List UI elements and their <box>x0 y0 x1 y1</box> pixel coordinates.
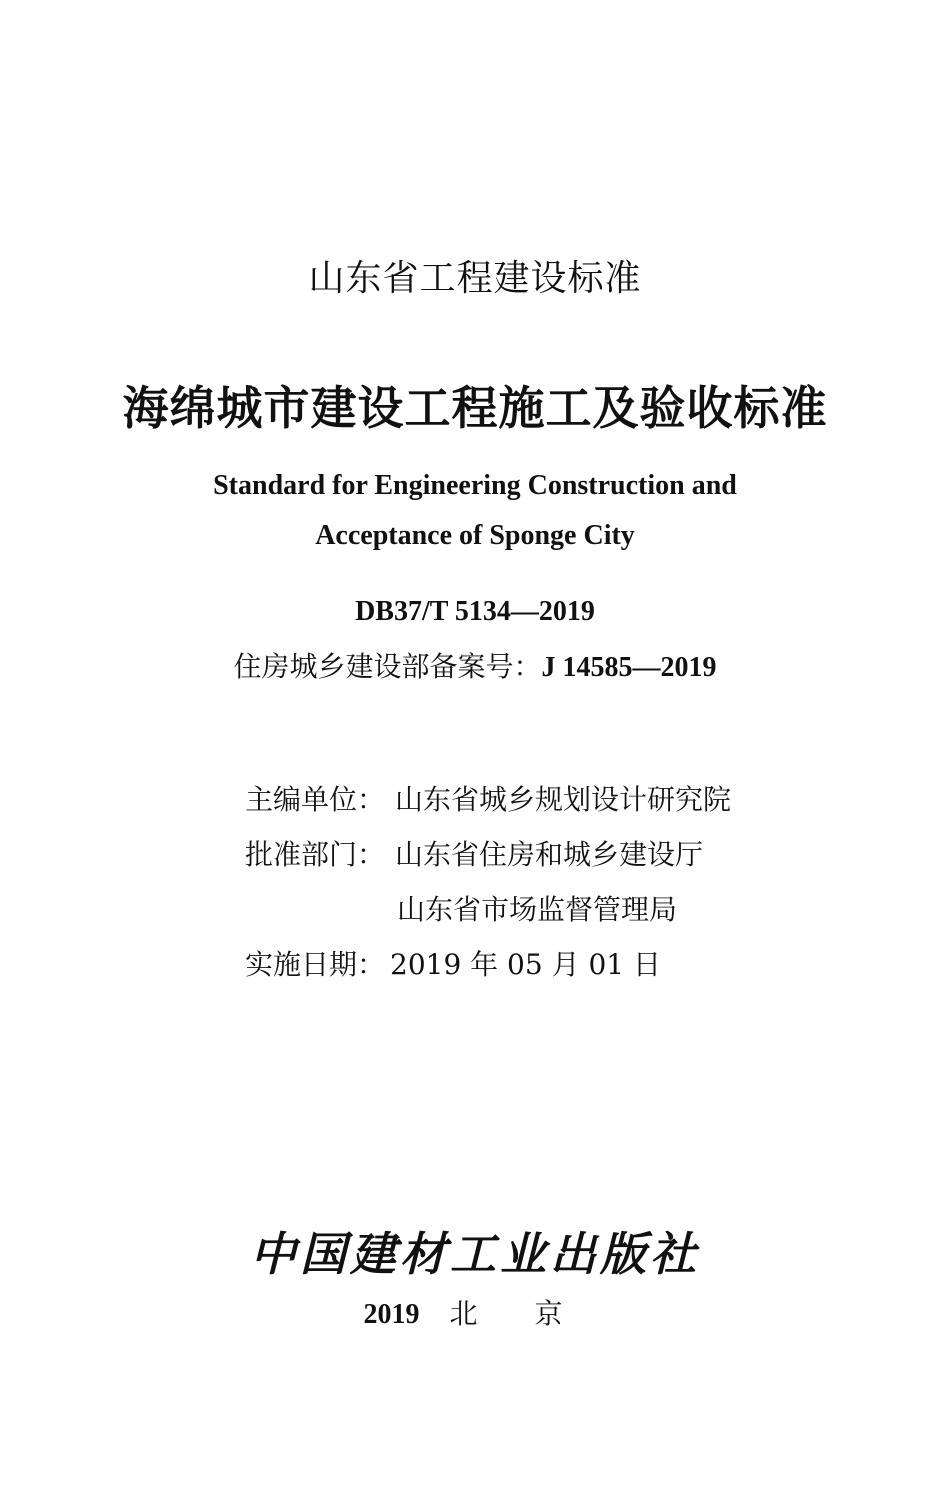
approval-row <box>245 833 703 873</box>
approval-value-2: 山东省市场监督管理局 <box>397 893 678 926</box>
approval-row-2 <box>397 888 677 928</box>
publication-year: 2019 <box>363 1299 420 1330</box>
record-number-label: 住房城乡建设部备案号： <box>233 650 542 683</box>
publication-line <box>0 1292 950 1332</box>
editor-row <box>245 778 731 818</box>
standard-code: DB37/T 5134—2019 <box>355 596 595 627</box>
publisher-name: 中国建材工业出版社 <box>250 1227 700 1281</box>
english-title-line-1: Standard for Engineering Construction and <box>213 470 737 501</box>
series-title: 山东省工程建设标准 <box>308 258 642 299</box>
effective-date-row <box>245 943 661 983</box>
publication-city: 北 京 <box>449 1297 587 1330</box>
record-number-value: J 14585—2019 <box>541 652 717 683</box>
editor-value: 山东省城乡规划设计研究院 <box>395 783 732 816</box>
editor-label: 主编单位： <box>245 783 386 816</box>
record-number-line <box>0 645 950 685</box>
approval-label: 批准部门： <box>245 838 386 871</box>
effective-date-value: 2019 年 05 月 01 日 <box>390 948 662 981</box>
approval-value-1: 山东省住房和城乡建设厅 <box>395 838 704 871</box>
main-title-chinese: 海绵城市建设工程施工及验收标准 <box>122 381 828 435</box>
effective-date-label: 实施日期： <box>245 948 386 981</box>
english-title-line-2: Acceptance of Sponge City <box>315 520 635 551</box>
